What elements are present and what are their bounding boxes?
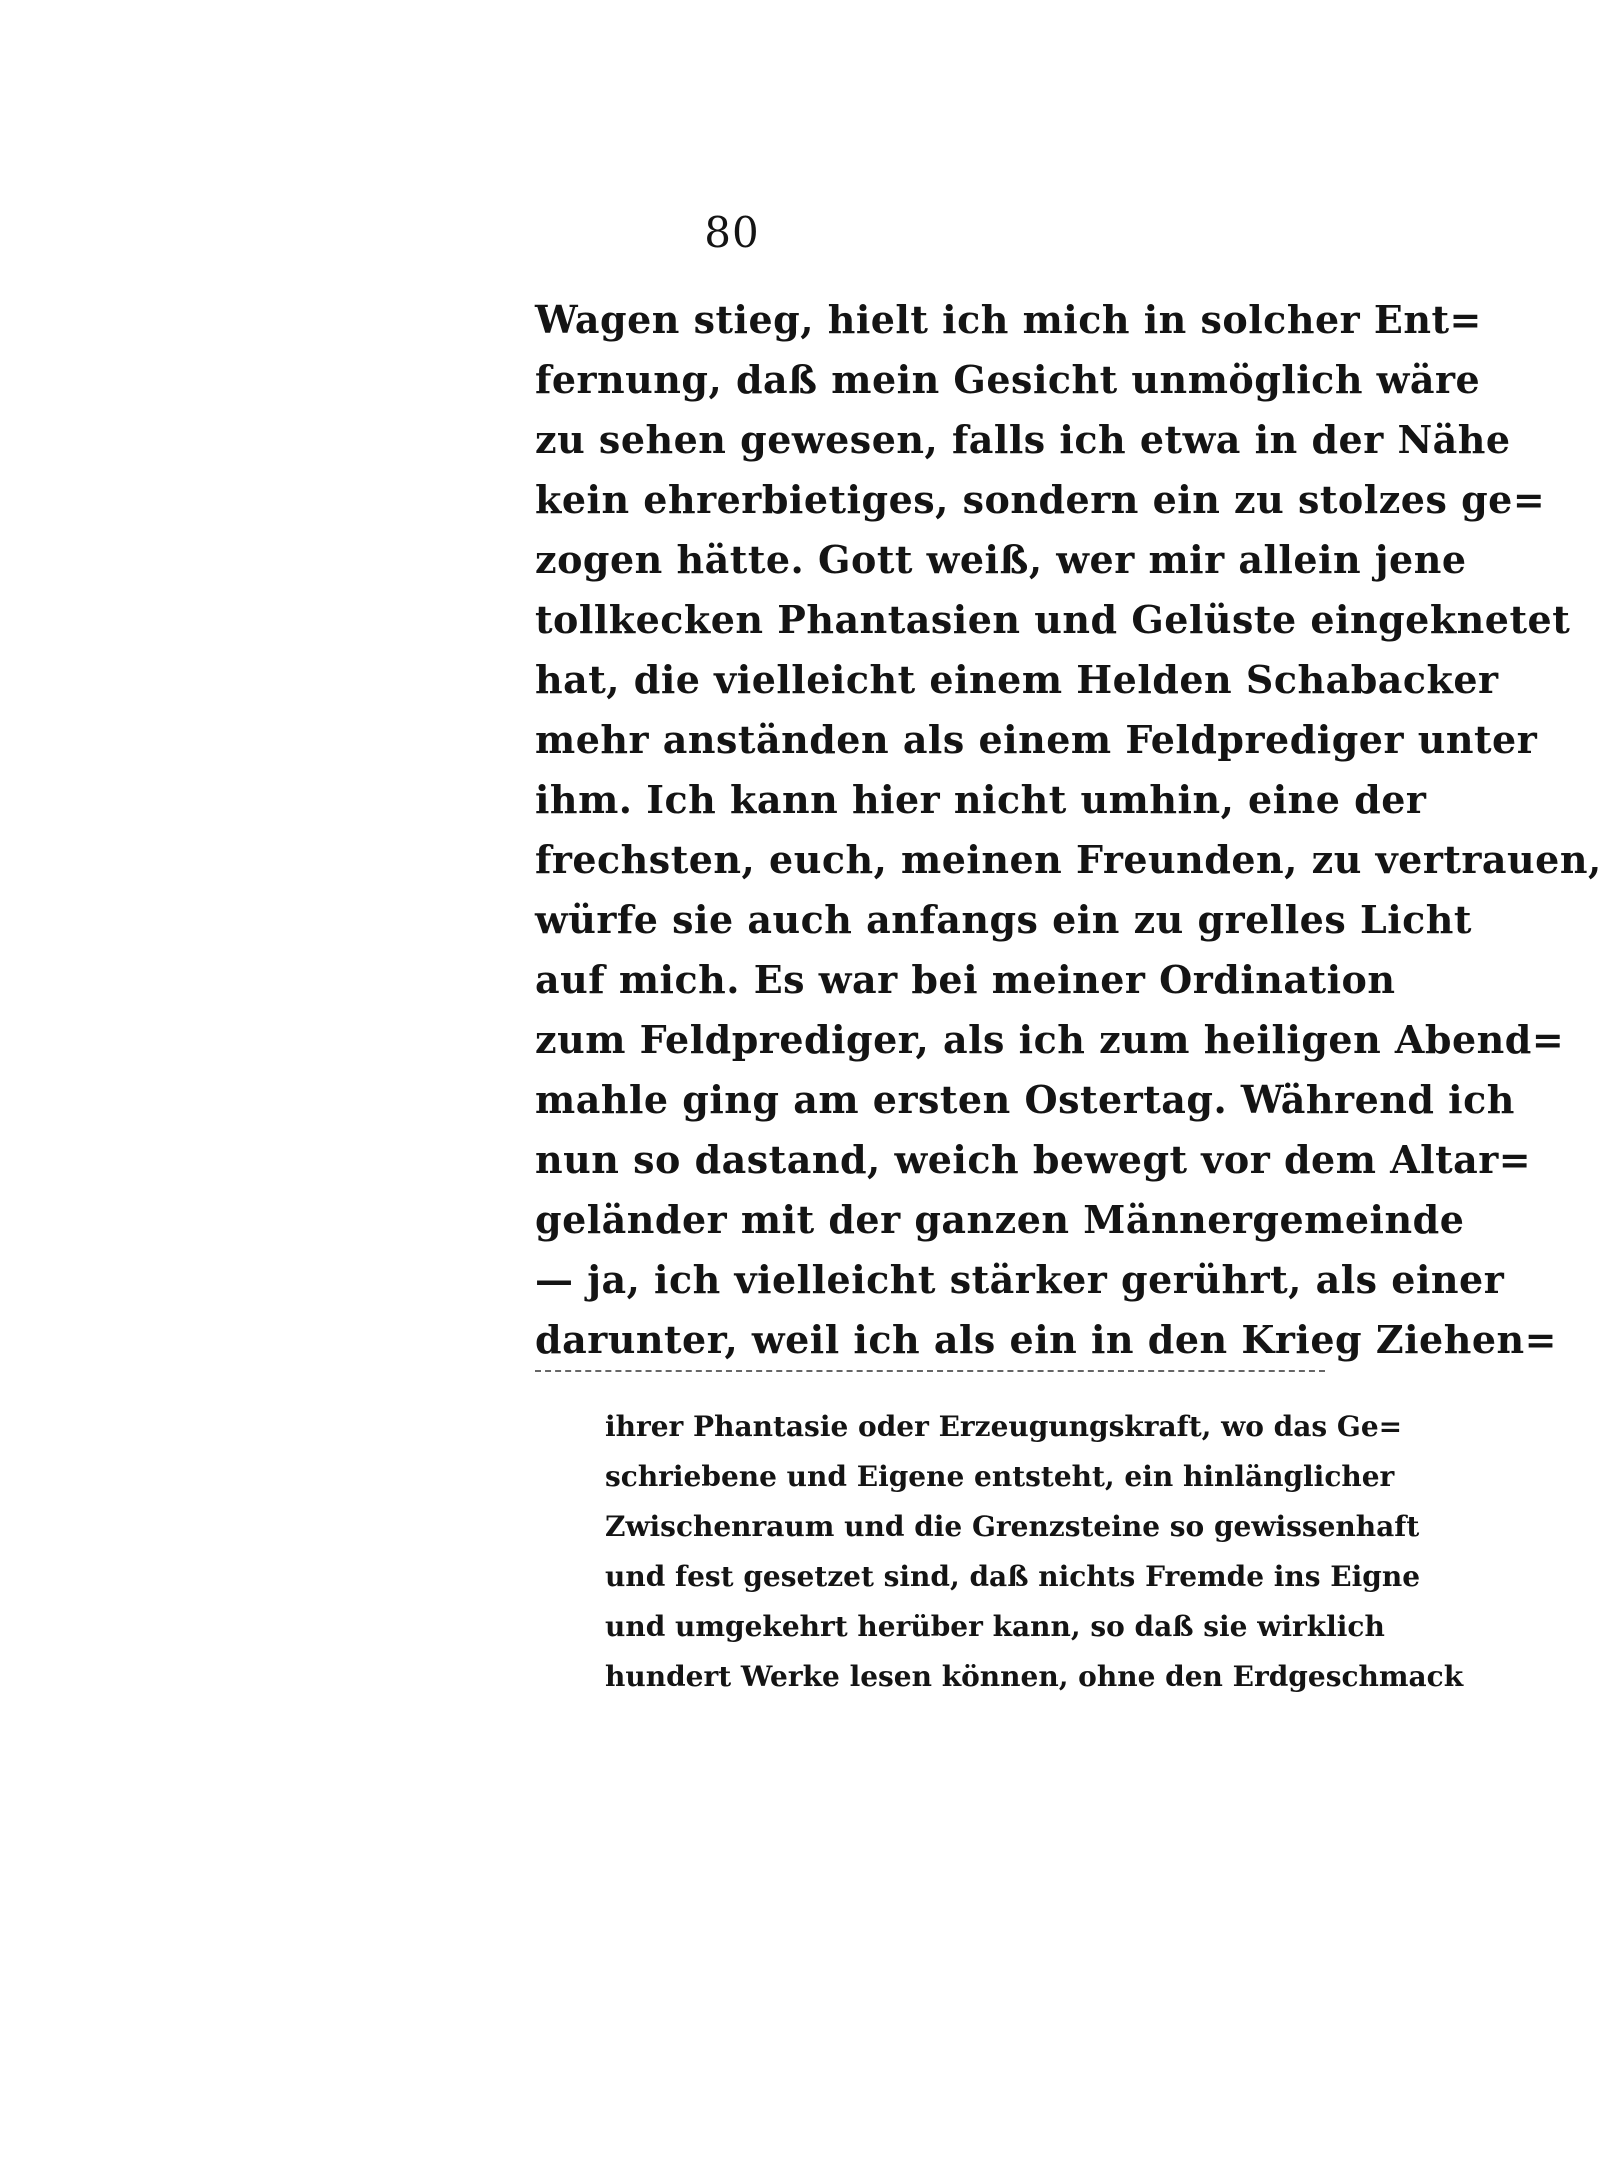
text-line: geländer mit der ganzen Männergemeinde bbox=[535, 1197, 1465, 1242]
text-line: zu sehen gewesen, falls ich etwa in der Nähe bbox=[535, 417, 1511, 462]
text-line: darunter, weil ich als ein in den Krieg Ziehen= bbox=[535, 1317, 1557, 1362]
footnote-line: und umgekehrt herüber kann, so daß sie wirklich bbox=[605, 1610, 1385, 1643]
text-line: kein ehrerbietiges, sondern ein zu stolzes ge= bbox=[535, 477, 1546, 522]
text-line: auf mich. Es war bei meiner Ordination bbox=[535, 957, 1396, 1002]
text-line: zogen hätte. Gott weiß, wer mir allein jene bbox=[535, 537, 1467, 582]
text-line: tollkecken Phantasien und Gelüste eingeknetet bbox=[535, 597, 1571, 642]
footnote-line: schriebene und Eigene entsteht, ein hinlänglicher bbox=[605, 1460, 1395, 1493]
text-line: fernung, daß mein Gesicht unmöglich wäre bbox=[535, 357, 1481, 402]
text-line: hat, die vielleicht einem Helden Schabacker bbox=[535, 657, 1499, 702]
text-line: zum Feldprediger, als ich zum heiligen Abend= bbox=[535, 1017, 1565, 1062]
footnote-line: und fest gesetzet sind, daß nichts Fremde ins Eigne bbox=[605, 1560, 1421, 1593]
text-line: mehr anständen als einem Feldprediger unter bbox=[535, 717, 1538, 762]
footnote-separator bbox=[535, 1370, 1325, 1372]
footnote-block bbox=[605, 1402, 1464, 1702]
page-number: 80 bbox=[704, 208, 760, 257]
footnote-line: ihrer Phantasie oder Erzeugungskraft, wo das Ge= bbox=[605, 1410, 1403, 1443]
text-line: mahle ging am ersten Ostertag. Während ich bbox=[535, 1077, 1515, 1122]
text-line: würfe sie auch anfangs ein zu grelles Licht bbox=[535, 897, 1472, 942]
text-line: nun so dastand, weich bewegt vor dem Altar= bbox=[535, 1137, 1532, 1182]
footnote-line: Zwischenraum und die Grenzsteine so gewissenhaft bbox=[605, 1510, 1420, 1543]
text-line: frechsten, euch, meinen Freunden, zu vertrauen, bbox=[535, 837, 1602, 882]
footnote-line: hundert Werke lesen können, ohne den Erdgeschmack bbox=[605, 1660, 1464, 1693]
text-line: Wagen stieg, hielt ich mich in solcher Ent= bbox=[535, 297, 1482, 342]
main-text-block bbox=[535, 290, 1602, 1370]
text-line: — ja, ich vielleicht stärker gerührt, als einer bbox=[535, 1257, 1505, 1302]
text-line: ihm. Ich kann hier nicht umhin, eine der bbox=[535, 777, 1427, 822]
